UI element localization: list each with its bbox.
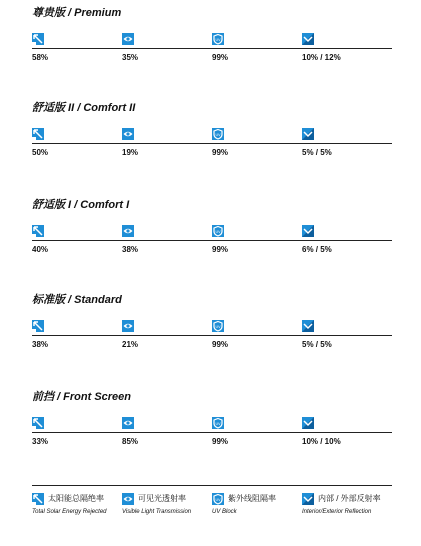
- legend-label-zh: 太阳能总隔绝率: [48, 494, 104, 503]
- solar-energy-icon: [32, 33, 44, 45]
- visible-light-icon: [122, 33, 134, 45]
- uv-block-value: 99%: [212, 53, 229, 62]
- visible-light-value: 38%: [122, 245, 139, 254]
- legend-label-en: UV Block: [212, 509, 237, 515]
- uv-shield-icon: [212, 493, 224, 505]
- tier-title: 前挡 / Front Screen: [32, 391, 132, 403]
- visible-light-value: 19%: [122, 148, 139, 157]
- svg-text:UV: UV: [215, 133, 221, 137]
- reflection-value: 10% / 10%: [302, 437, 341, 446]
- legend-label-zh: 紫外线阻隔率: [228, 494, 276, 503]
- legend-label-zh: 可见光透射率: [138, 494, 186, 503]
- solar-rejection-value: 38%: [32, 340, 49, 349]
- reflection-icon: [302, 493, 314, 505]
- divider: [32, 432, 392, 433]
- divider: [32, 240, 392, 241]
- reflection-value: 5% / 5%: [302, 340, 332, 349]
- legend-label-en: Interior/Exterior Reflection: [302, 509, 372, 515]
- reflection-icon: [302, 417, 314, 429]
- tier-title: 标准版 / Standard: [32, 294, 122, 306]
- visible-light-icon: [122, 417, 134, 429]
- visible-light-value: 85%: [122, 437, 139, 446]
- uv-shield-icon: [212, 128, 224, 140]
- divider: [32, 48, 392, 49]
- svg-text:UV: UV: [215, 325, 221, 329]
- svg-text:UV: UV: [215, 498, 221, 502]
- legend-label-en: Total Solar Energy Rejected: [32, 509, 107, 515]
- solar-energy-icon: [32, 128, 44, 140]
- legend-divider: [32, 485, 392, 486]
- tier-title: 舒适版 II / Comfort II: [32, 102, 136, 114]
- divider: [32, 335, 392, 336]
- solar-energy-icon: [32, 417, 44, 429]
- visible-light-icon: [122, 493, 134, 505]
- svg-text:UV: UV: [215, 38, 221, 42]
- visible-light-icon: [122, 128, 134, 140]
- uv-block-value: 99%: [212, 340, 229, 349]
- visible-light-icon: [122, 225, 134, 237]
- reflection-value: 10% / 12%: [302, 53, 341, 62]
- reflection-icon: [302, 225, 314, 237]
- svg-text:UV: UV: [215, 230, 221, 234]
- solar-rejection-value: 50%: [32, 148, 49, 157]
- visible-light-icon: [122, 320, 134, 332]
- reflection-value: 6% / 5%: [302, 245, 332, 254]
- svg-text:UV: UV: [215, 422, 221, 426]
- solar-energy-icon: [32, 320, 44, 332]
- solar-energy-icon: [32, 225, 44, 237]
- tier-title: 舒适版 I / Comfort I: [32, 199, 130, 211]
- uv-block-value: 99%: [212, 148, 229, 157]
- reflection-icon: [302, 320, 314, 332]
- reflection-icon: [302, 128, 314, 140]
- solar-rejection-value: 40%: [32, 245, 49, 254]
- visible-light-value: 21%: [122, 340, 139, 349]
- solar-rejection-value: 58%: [32, 53, 49, 62]
- uv-shield-icon: [212, 225, 224, 237]
- solar-energy-icon: [32, 493, 44, 505]
- legend-label-en: Visible Light Transmission: [122, 509, 192, 515]
- reflection-icon: [302, 33, 314, 45]
- uv-shield-icon: [212, 417, 224, 429]
- visible-light-value: 35%: [122, 53, 139, 62]
- solar-rejection-value: 33%: [32, 437, 49, 446]
- uv-block-value: 99%: [212, 437, 229, 446]
- divider: [32, 143, 392, 144]
- reflection-value: 5% / 5%: [302, 148, 332, 157]
- uv-block-value: 99%: [212, 245, 229, 254]
- legend-label-zh: 内部 / 外部反射率: [318, 494, 381, 503]
- uv-shield-icon: [212, 33, 224, 45]
- uv-shield-icon: [212, 320, 224, 332]
- tier-title: 尊贵版 / Premium: [32, 7, 122, 19]
